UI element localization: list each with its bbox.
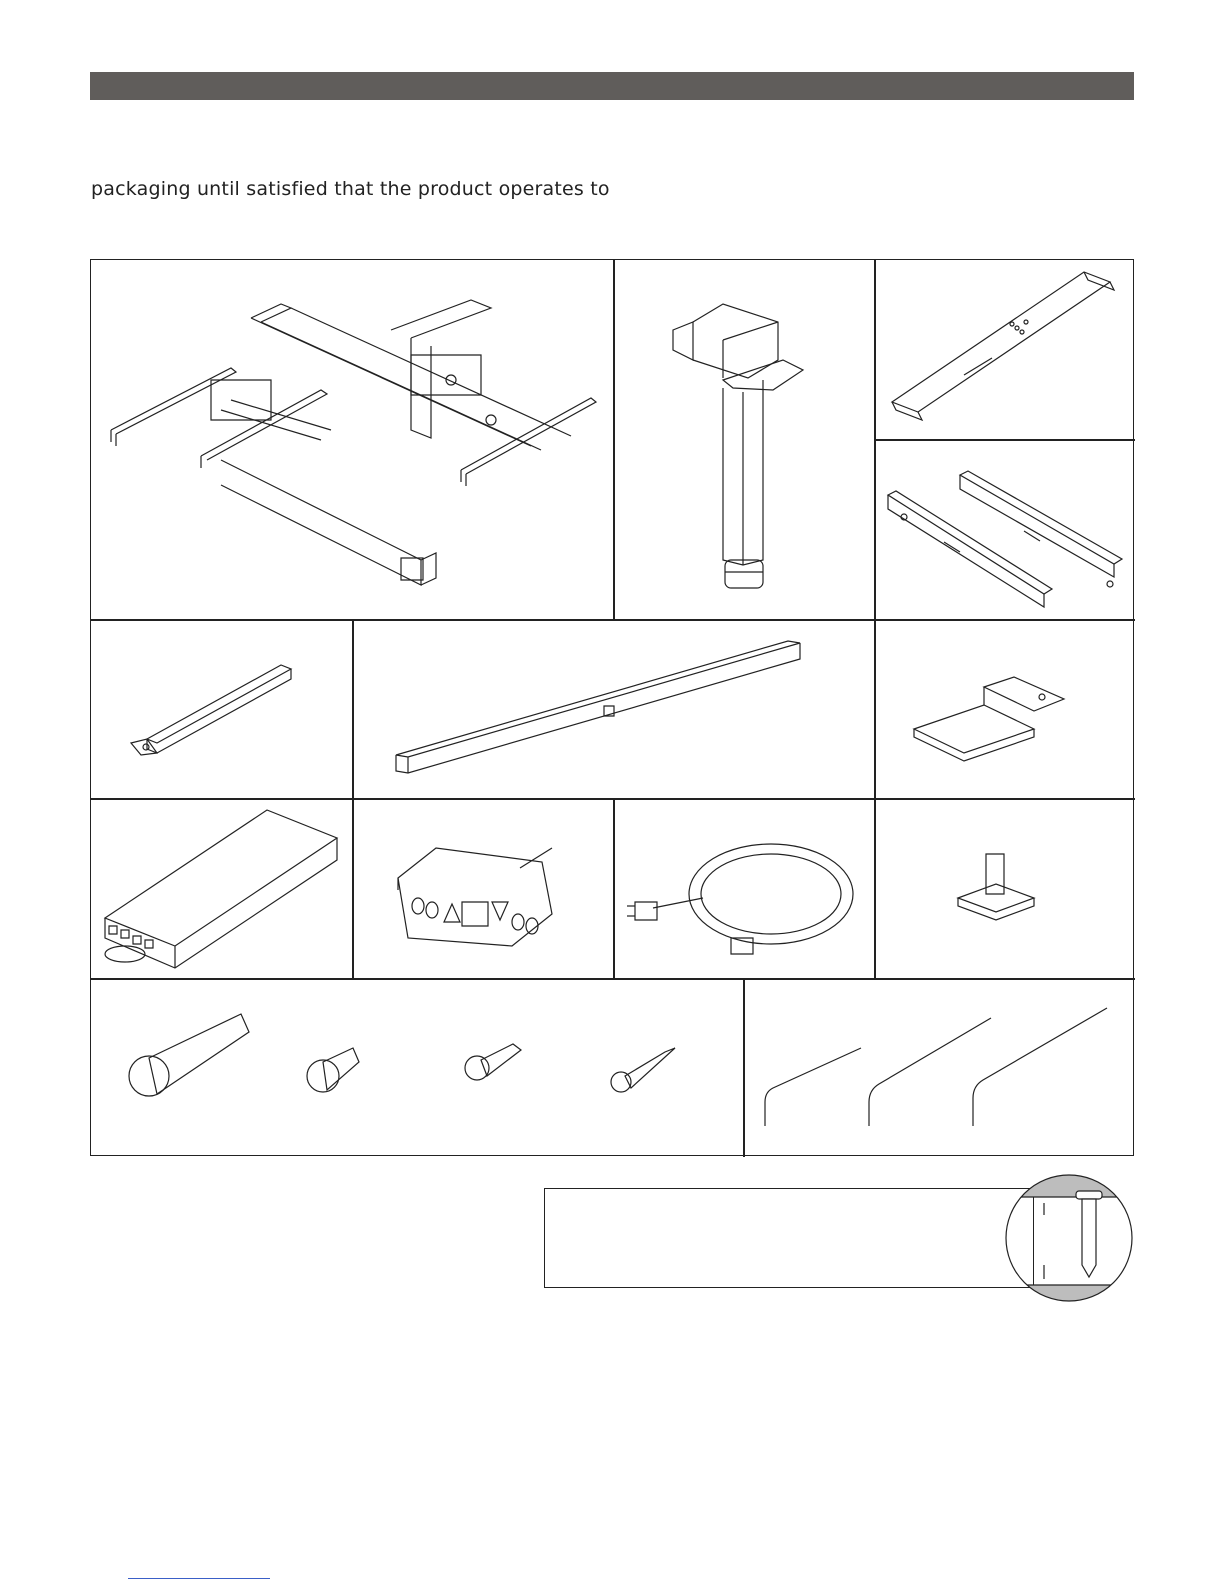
part-short-crossbar xyxy=(91,619,352,798)
part-cable-clip xyxy=(874,798,1135,978)
part-long-crossbar xyxy=(352,619,874,798)
intro-text: packaging until satisfied that the product operates to xyxy=(91,178,610,200)
top-support-bracket-drawing xyxy=(874,260,1135,439)
cable-tray-bracket-drawing xyxy=(874,619,1135,798)
control-box-drawing xyxy=(91,798,352,978)
part-top-support-bracket xyxy=(874,260,1135,439)
part-side-brackets xyxy=(874,439,1135,619)
part-frame-assembly xyxy=(91,260,613,619)
part-control-panel xyxy=(352,798,613,978)
cable-clip-drawing xyxy=(874,798,1135,978)
short-crossbar-drawing xyxy=(91,619,352,798)
screw-depth-detail xyxy=(1004,1173,1134,1303)
section-header-bar xyxy=(90,72,1134,100)
part-screws xyxy=(91,978,743,1157)
parts-grid xyxy=(90,259,1134,1156)
side-brackets-drawing xyxy=(874,439,1135,619)
footer-link-underline xyxy=(128,1578,270,1579)
allen-keys-drawing xyxy=(743,978,1135,1157)
note-box xyxy=(544,1188,1034,1288)
part-control-box xyxy=(91,798,352,978)
part-power-cord xyxy=(613,798,874,978)
frame-assembly-drawing xyxy=(91,260,613,619)
leg-column-drawing xyxy=(613,260,874,619)
part-cable-tray-bracket xyxy=(874,619,1135,798)
screws-drawing xyxy=(91,978,743,1157)
long-crossbar-drawing xyxy=(352,619,874,798)
power-cord-drawing xyxy=(613,798,874,978)
screw-depth-detail-drawing xyxy=(1004,1173,1134,1303)
control-panel-drawing xyxy=(352,798,613,978)
part-allen-keys xyxy=(743,978,1135,1157)
part-leg-column xyxy=(613,260,874,619)
